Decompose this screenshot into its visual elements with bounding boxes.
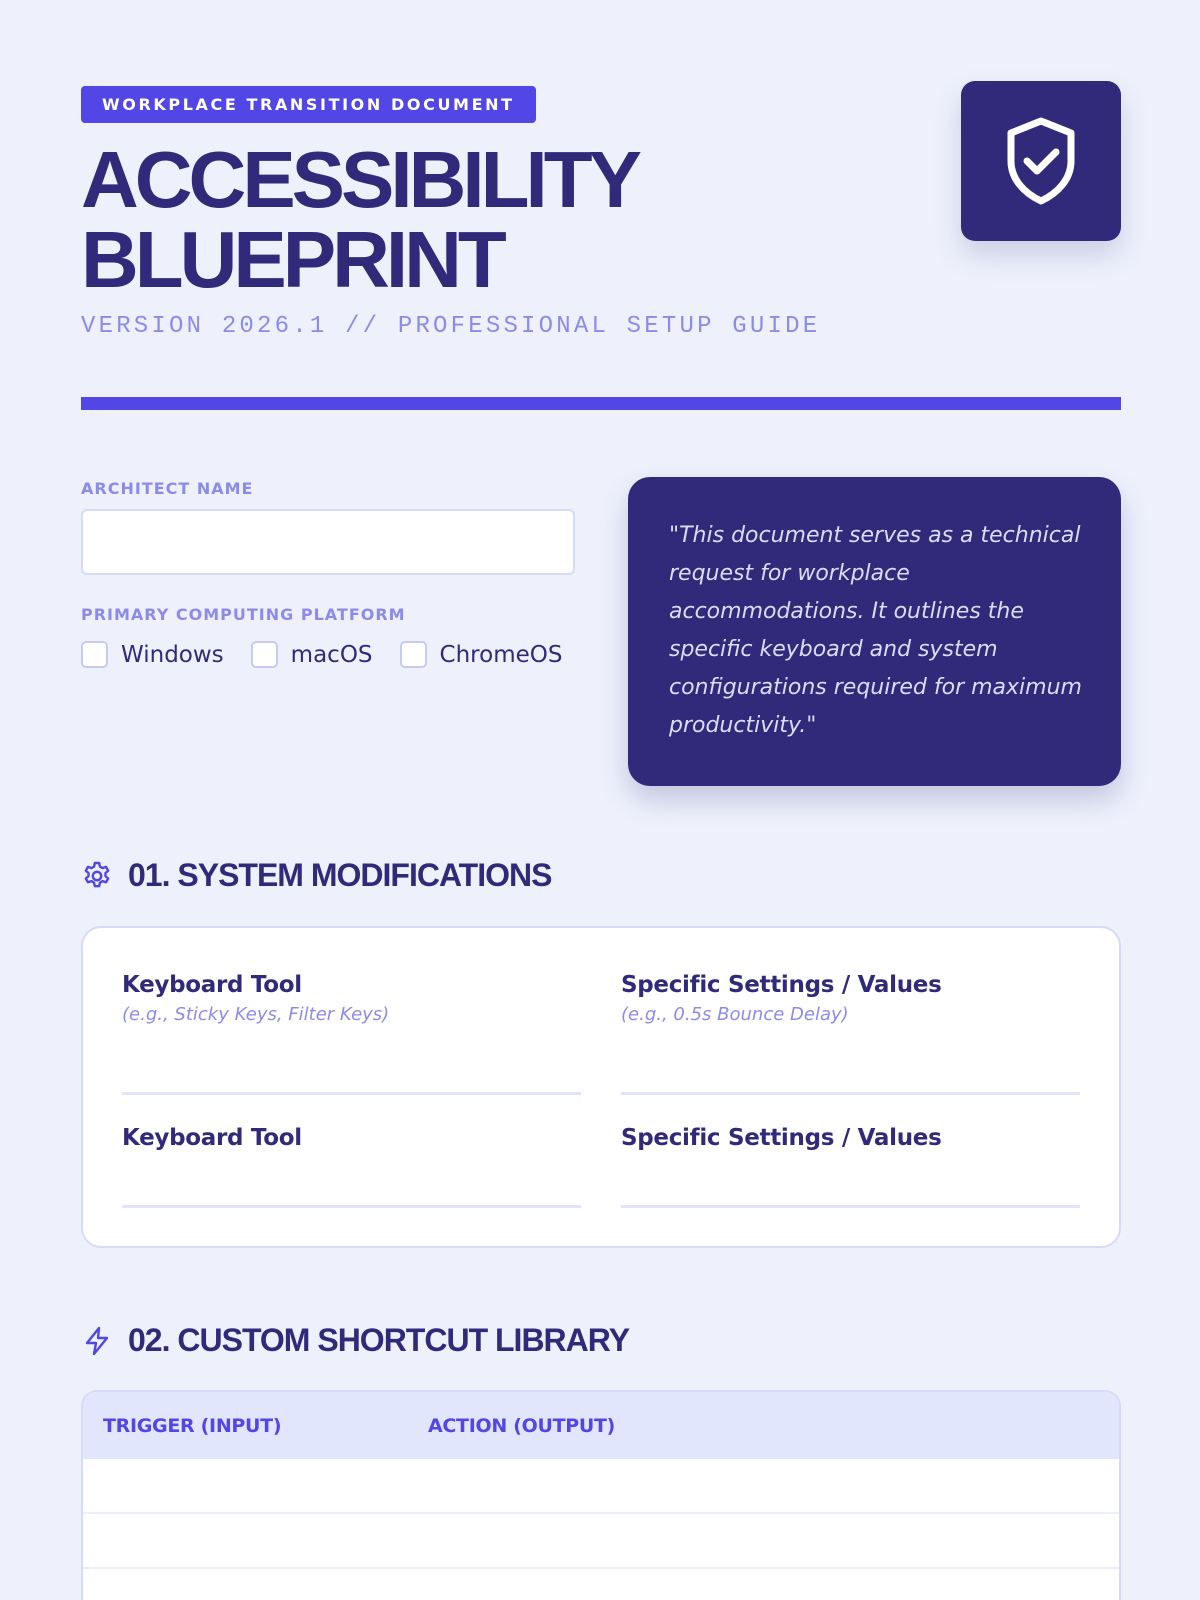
- keyboard-tool-label: Keyboard Tool: [122, 1125, 302, 1151]
- settings-field-2: [621, 1125, 941, 1151]
- keyboard-tool-hint: (e.g., Sticky Keys, Filter Keys): [122, 1004, 390, 1025]
- column-header-trigger: TRIGGER (INPUT): [103, 1414, 282, 1437]
- settings-hint: (e.g., 0.5s Bounce Delay): [621, 1004, 849, 1025]
- table-row[interactable]: [83, 1569, 1119, 1600]
- settings-label: Specific Settings / Values: [621, 1125, 942, 1151]
- platform-option-windows[interactable]: [81, 641, 224, 668]
- title-line-1: ACCESSIBILITY: [81, 135, 638, 224]
- keyboard-tool-field-1: [122, 972, 389, 1025]
- keyboard-tool-input-line-1[interactable]: [122, 1092, 581, 1095]
- shortcut-table: [81, 1390, 1121, 1600]
- gear-icon: [81, 860, 113, 892]
- settings-input-line-2[interactable]: [621, 1205, 1080, 1208]
- macos-label: macOS: [290, 641, 373, 668]
- platform-option-macos[interactable]: [251, 641, 373, 668]
- architect-name-label: ARCHITECT NAME: [81, 479, 254, 498]
- version-subtitle: VERSION 2026.1 // PROFESSIONAL SETUP GUIDE: [81, 313, 821, 340]
- table-row[interactable]: [83, 1514, 1119, 1569]
- document-type-tag: WORKPLACE TRANSITION DOCUMENT: [81, 86, 536, 123]
- settings-field-1: [621, 972, 941, 1025]
- lightning-bolt-icon: [81, 1325, 113, 1357]
- keyboard-tool-field-2: [122, 1125, 302, 1151]
- section-system-modifications-heading: [81, 857, 551, 894]
- shortcut-table-header: [83, 1392, 1119, 1459]
- table-row[interactable]: [83, 1459, 1119, 1514]
- purpose-quote-card: [628, 477, 1121, 786]
- settings-label: Specific Settings / Values: [621, 972, 942, 998]
- page-title: [81, 135, 638, 304]
- keyboard-tool-label: Keyboard Tool: [122, 972, 302, 998]
- system-modifications-card: [81, 926, 1121, 1248]
- document-page: [81, 0, 1121, 1600]
- platform-label: PRIMARY COMPUTING PLATFORM: [81, 605, 406, 624]
- macos-checkbox[interactable]: [251, 641, 278, 668]
- windows-label: Windows: [121, 641, 224, 668]
- platform-option-chromeos[interactable]: [400, 641, 563, 668]
- windows-checkbox[interactable]: [81, 641, 108, 668]
- platform-checkbox-group: [81, 641, 589, 668]
- shield-check-icon: [1003, 115, 1079, 207]
- purpose-quote-text: "This document serves as a technical request for workplace accommodations. It outlines the specific keyboard and system configurations required for maximum productivity.": [669, 523, 1082, 738]
- section-shortcut-library-heading: [81, 1322, 629, 1359]
- section-2-title: 02. CUSTOM SHORTCUT LIBRARY: [128, 1322, 630, 1358]
- title-line-2: BLUEPRINT: [81, 215, 503, 304]
- logo-tile: [961, 81, 1121, 241]
- settings-input-line-1[interactable]: [621, 1092, 1080, 1095]
- section-1-title: 01. SYSTEM MODIFICATIONS: [128, 857, 552, 893]
- column-header-action: ACTION (OUTPUT): [428, 1414, 616, 1437]
- chromeos-checkbox[interactable]: [400, 641, 427, 668]
- header-divider: [81, 397, 1121, 410]
- keyboard-tool-input-line-2[interactable]: [122, 1205, 581, 1208]
- architect-name-input[interactable]: [81, 509, 575, 575]
- chromeos-label: ChromeOS: [439, 641, 563, 668]
